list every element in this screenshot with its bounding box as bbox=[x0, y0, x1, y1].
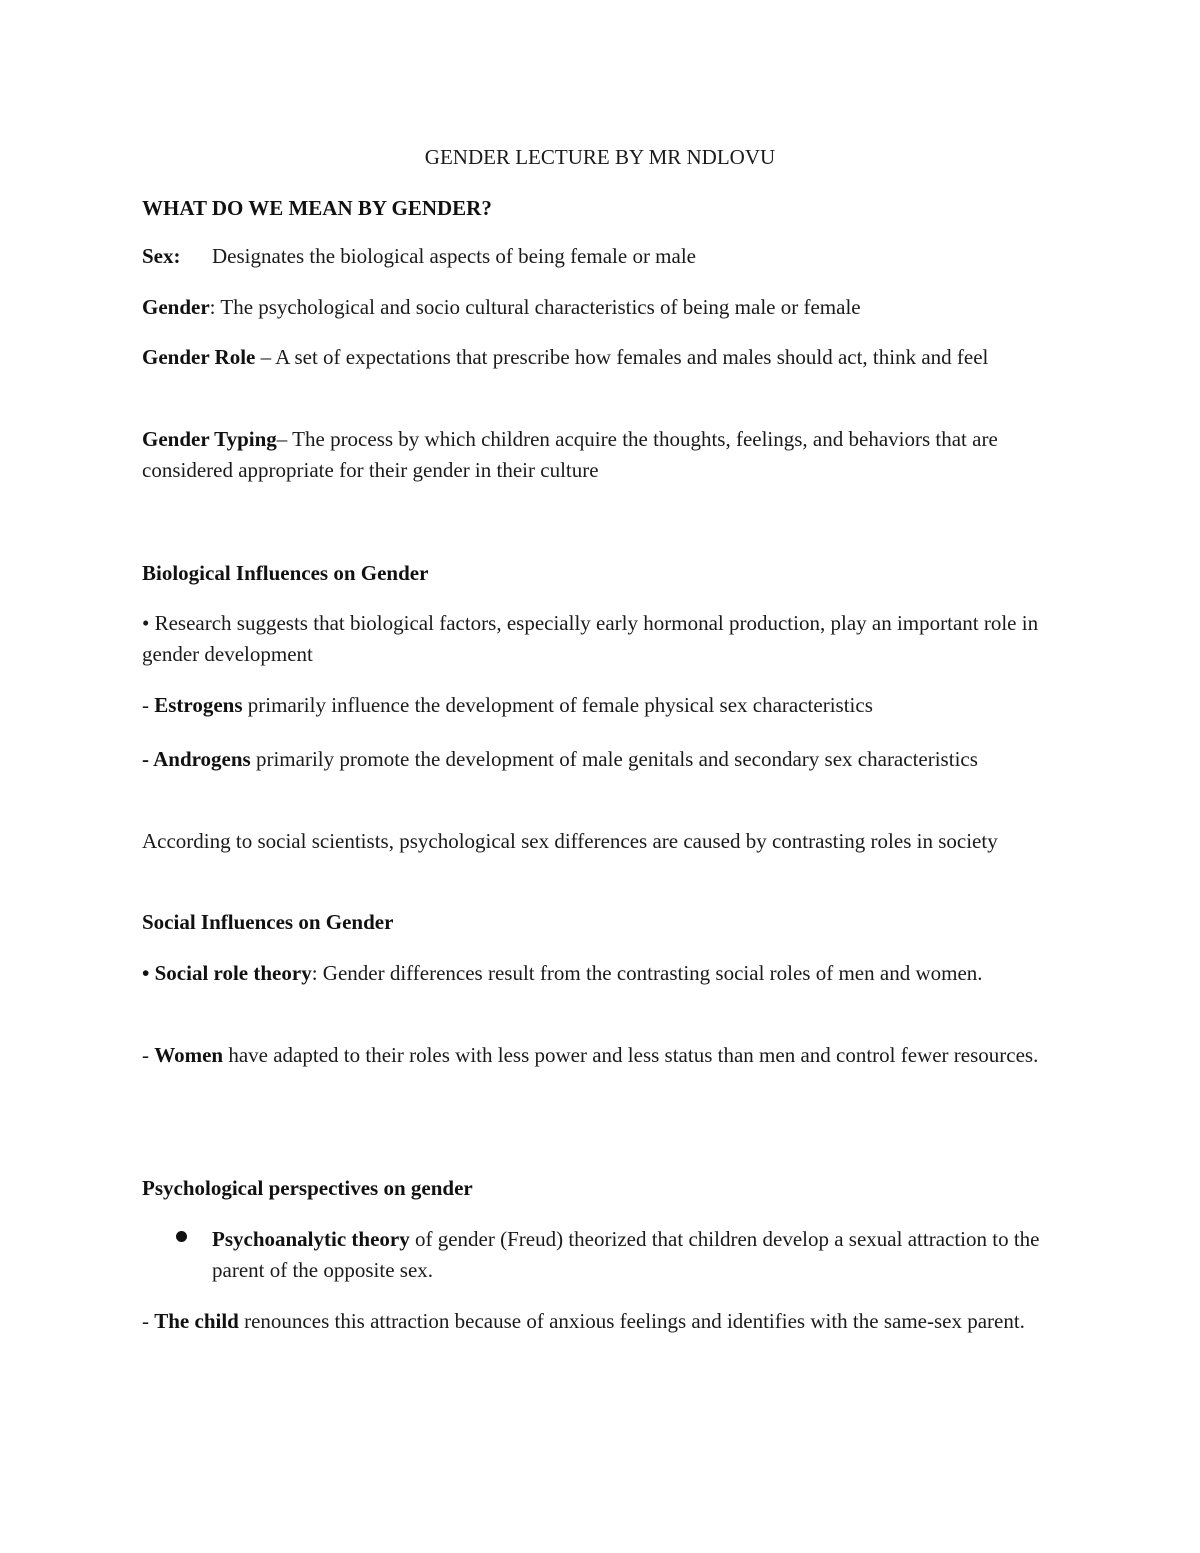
androgens-text: primarily promote the development of male genitals and secondary sex characteristics bbox=[250, 747, 978, 771]
women-text: have adapted to their roles with less power and less status than men and control fewer resources. bbox=[223, 1043, 1039, 1067]
biological-estrogens bbox=[142, 690, 1057, 721]
term-gender: Gender bbox=[142, 295, 210, 319]
social-scientists-paragraph: According to social scientists, psychological sex differences are caused by contrasting roles in society bbox=[142, 829, 998, 853]
question-heading: WHAT DO WE MEAN BY GENDER? bbox=[142, 196, 492, 220]
term-estrogens: Estrogens bbox=[154, 693, 243, 717]
definition-gender-role bbox=[142, 342, 1057, 373]
estrogens-text: primarily influence the development of female physical sex characteristics bbox=[242, 693, 873, 717]
social-women bbox=[142, 1040, 1057, 1071]
social-role-theory bbox=[142, 958, 1057, 989]
term-women: Women bbox=[154, 1043, 224, 1067]
child-text: renounces this attraction because of anxious feelings and identifies with the same-sex parent. bbox=[238, 1309, 1025, 1333]
document-title: GENDER LECTURE BY MR NDLOVU bbox=[424, 145, 776, 169]
social-heading-text: Social Influences on Gender bbox=[142, 910, 394, 934]
bullet-dot-icon bbox=[176, 1231, 187, 1242]
term-social-role-theory: Social role theory bbox=[154, 961, 312, 985]
term-psychoanalytic-theory: Psychoanalytic theory bbox=[212, 1227, 410, 1251]
role-theory-prefix: • bbox=[142, 961, 155, 985]
child-prefix: - bbox=[142, 1309, 155, 1333]
psychological-child bbox=[142, 1306, 1057, 1337]
biological-heading bbox=[142, 558, 1057, 589]
term-gender-role: Gender Role bbox=[142, 345, 256, 369]
definition-gender-text: : The psychological and socio cultural characteristics of being male or female bbox=[209, 295, 861, 319]
section-question bbox=[142, 193, 1057, 224]
psychological-heading bbox=[142, 1173, 1057, 1204]
androgens-prefix: - bbox=[142, 747, 154, 771]
biological-androgens bbox=[142, 744, 1057, 775]
biological-heading-text: Biological Influences on Gender bbox=[142, 561, 429, 585]
psychoanalytic-bullet bbox=[212, 1224, 1057, 1286]
term-androgens: Androgens bbox=[153, 747, 251, 771]
definition-gender bbox=[142, 292, 1057, 323]
definition-gender-typing bbox=[142, 424, 1057, 486]
role-theory-text: : Gender differences result from the contrasting social roles of men and women. bbox=[311, 961, 983, 985]
psychoanalytic-text: of gender (Freud) theorized that children develop a sexual attraction to the parent of the opposite sex. bbox=[212, 1227, 1040, 1282]
biological-research: • Research suggests that biological factors, especially early hormonal production, play an important role in gender development bbox=[142, 611, 1039, 666]
estrogens-prefix: - bbox=[142, 693, 155, 717]
social-heading bbox=[142, 907, 1057, 938]
definition-gender-role-text: – A set of expectations that prescribe how females and males should act, think and feel bbox=[255, 345, 989, 369]
psychological-heading-text: Psychological perspectives on gender bbox=[142, 1176, 473, 1200]
term-sex: Sex: bbox=[142, 244, 181, 268]
term-gender-typing: Gender Typing bbox=[142, 427, 277, 451]
definition-sex-text: Designates the biological aspects of being female or male bbox=[212, 244, 696, 268]
definition-sex bbox=[142, 241, 1057, 272]
women-prefix: - bbox=[142, 1043, 155, 1067]
term-the-child: The child bbox=[154, 1309, 239, 1333]
definition-gender-typing-text: – The process by which children acquire the thoughts, feelings, and behaviors that are considered appropriate for their gender in their culture bbox=[142, 427, 998, 482]
